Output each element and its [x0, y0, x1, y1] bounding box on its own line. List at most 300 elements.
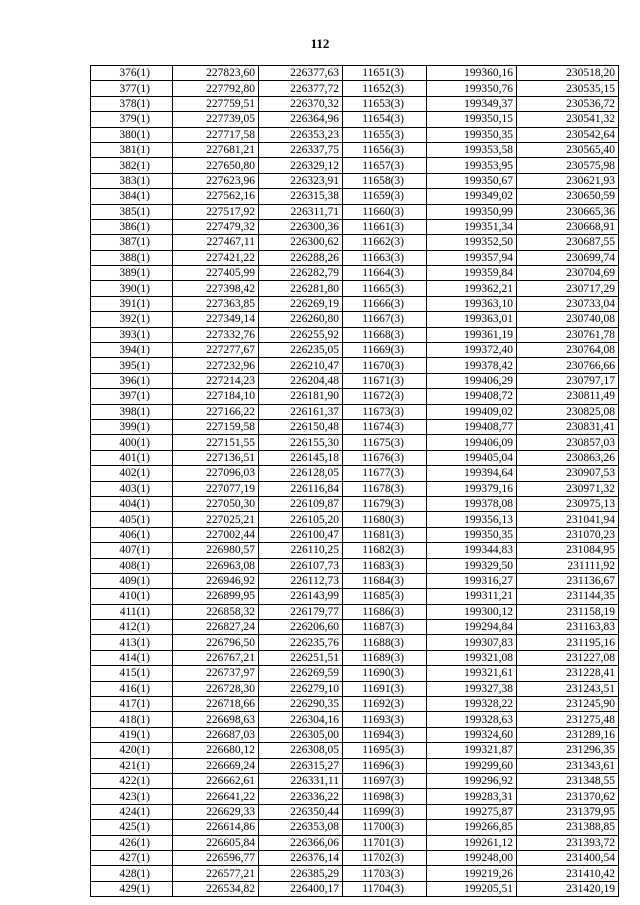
cell-y-b: 231136,67 [517, 573, 619, 588]
cell-y-a: 226150,48 [259, 419, 343, 434]
cell-x-a: 227184,10 [173, 389, 259, 404]
cell-y-a: 226100,47 [259, 527, 343, 542]
cell-y-b: 231243,51 [517, 681, 619, 696]
cell-point-id-b: 11699(3) [343, 804, 427, 819]
cell-point-id-b: 11651(3) [343, 66, 427, 81]
cell-y-a: 226385,29 [259, 866, 343, 881]
table-row [91, 466, 619, 481]
cell-y-b: 230857,03 [517, 435, 619, 450]
cell-point-id-a: 400(1) [91, 435, 173, 450]
cell-point-id-a: 403(1) [91, 481, 173, 496]
cell-x-b: 199363,01 [427, 312, 517, 327]
cell-x-b: 199219,26 [427, 866, 517, 881]
table-row [91, 481, 619, 496]
cell-point-id-a: 394(1) [91, 343, 173, 358]
cell-point-id-a: 422(1) [91, 773, 173, 788]
cell-x-a: 227739,05 [173, 112, 259, 127]
cell-point-id-a: 411(1) [91, 604, 173, 619]
cell-x-b: 199299,60 [427, 758, 517, 773]
cell-x-a: 226669,24 [173, 758, 259, 773]
cell-x-b: 199328,22 [427, 697, 517, 712]
cell-y-a: 226400,17 [259, 881, 343, 896]
cell-x-a: 226577,21 [173, 866, 259, 881]
cell-point-id-b: 11653(3) [343, 96, 427, 111]
table-row [91, 96, 619, 111]
cell-x-b: 199205,51 [427, 881, 517, 896]
cell-point-id-a: 417(1) [91, 697, 173, 712]
coordinates-table [90, 65, 619, 897]
cell-point-id-b: 11701(3) [343, 835, 427, 850]
table-row [91, 235, 619, 250]
cell-point-id-a: 401(1) [91, 450, 173, 465]
cell-y-a: 226315,38 [259, 189, 343, 204]
cell-x-a: 227159,58 [173, 419, 259, 434]
cell-y-a: 226336,22 [259, 789, 343, 804]
cell-y-a: 226206,60 [259, 620, 343, 635]
cell-x-a: 227650,80 [173, 158, 259, 173]
cell-point-id-b: 11695(3) [343, 743, 427, 758]
cell-y-b: 230542,64 [517, 127, 619, 142]
table-row [91, 681, 619, 696]
cell-x-a: 227277,67 [173, 343, 259, 358]
cell-point-id-a: 424(1) [91, 804, 173, 819]
cell-point-id-a: 407(1) [91, 543, 173, 558]
cell-point-id-b: 11676(3) [343, 450, 427, 465]
cell-y-a: 226323,91 [259, 173, 343, 188]
cell-x-a: 227479,32 [173, 219, 259, 234]
table-row [91, 496, 619, 511]
table-row [91, 327, 619, 342]
table-row [91, 697, 619, 712]
cell-y-b: 230668,91 [517, 219, 619, 234]
cell-point-id-a: 413(1) [91, 635, 173, 650]
cell-x-b: 199350,35 [427, 527, 517, 542]
cell-x-a: 226718,66 [173, 697, 259, 712]
cell-point-id-a: 392(1) [91, 312, 173, 327]
cell-y-a: 226235,76 [259, 635, 343, 650]
cell-y-a: 226305,00 [259, 727, 343, 742]
cell-x-a: 226827,24 [173, 620, 259, 635]
cell-x-a: 226899,95 [173, 589, 259, 604]
cell-y-b: 230797,17 [517, 373, 619, 388]
cell-y-b: 231111,92 [517, 558, 619, 573]
cell-x-a: 227349,14 [173, 312, 259, 327]
cell-point-id-b: 11668(3) [343, 327, 427, 342]
cell-x-b: 199321,08 [427, 650, 517, 665]
cell-x-b: 199353,95 [427, 158, 517, 173]
table-row [91, 558, 619, 573]
cell-point-id-a: 398(1) [91, 404, 173, 419]
cell-point-id-b: 11670(3) [343, 358, 427, 373]
cell-x-a: 226963,08 [173, 558, 259, 573]
cell-y-b: 231228,41 [517, 666, 619, 681]
cell-point-id-a: 420(1) [91, 743, 173, 758]
cell-y-a: 226311,71 [259, 204, 343, 219]
cell-y-a: 226364,96 [259, 112, 343, 127]
cell-y-b: 230811,49 [517, 389, 619, 404]
cell-y-a: 226290,35 [259, 697, 343, 712]
table-row [91, 835, 619, 850]
cell-y-b: 230536,72 [517, 96, 619, 111]
cell-point-id-a: 416(1) [91, 681, 173, 696]
cell-y-b: 230565,40 [517, 142, 619, 157]
cell-point-id-b: 11656(3) [343, 142, 427, 157]
cell-y-b: 230650,59 [517, 189, 619, 204]
cell-y-a: 226116,84 [259, 481, 343, 496]
cell-y-b: 231343,61 [517, 758, 619, 773]
table-row [91, 650, 619, 665]
cell-point-id-b: 11687(3) [343, 620, 427, 635]
table-row [91, 204, 619, 219]
cell-y-b: 230740,08 [517, 312, 619, 327]
cell-x-b: 199307,83 [427, 635, 517, 650]
cell-x-a: 227077,19 [173, 481, 259, 496]
cell-point-id-a: 393(1) [91, 327, 173, 342]
cell-point-id-b: 11655(3) [343, 127, 427, 142]
cell-point-id-a: 390(1) [91, 281, 173, 296]
cell-point-id-b: 11693(3) [343, 712, 427, 727]
cell-x-b: 199350,35 [427, 127, 517, 142]
cell-x-a: 226596,77 [173, 850, 259, 865]
cell-x-a: 226662,61 [173, 773, 259, 788]
cell-x-a: 227363,85 [173, 296, 259, 311]
cell-x-b: 199357,94 [427, 250, 517, 265]
cell-y-a: 226251,51 [259, 650, 343, 665]
cell-x-a: 227136,51 [173, 450, 259, 465]
cell-point-id-a: 381(1) [91, 142, 173, 157]
cell-x-a: 226737,97 [173, 666, 259, 681]
cell-point-id-b: 11684(3) [343, 573, 427, 588]
cell-y-a: 226353,23 [259, 127, 343, 142]
cell-y-b: 231195,16 [517, 635, 619, 650]
cell-point-id-b: 11678(3) [343, 481, 427, 496]
cell-point-id-b: 11688(3) [343, 635, 427, 650]
table-row [91, 620, 619, 635]
cell-x-b: 199296,92 [427, 773, 517, 788]
cell-x-a: 226687,03 [173, 727, 259, 742]
cell-y-a: 226107,73 [259, 558, 343, 573]
cell-point-id-a: 378(1) [91, 96, 173, 111]
cell-y-a: 226308,05 [259, 743, 343, 758]
cell-y-a: 226300,36 [259, 219, 343, 234]
table-row [91, 820, 619, 835]
cell-point-id-a: 376(1) [91, 66, 173, 81]
cell-x-b: 199350,67 [427, 173, 517, 188]
table-row [91, 142, 619, 157]
cell-point-id-b: 11702(3) [343, 850, 427, 865]
cell-y-b: 230541,32 [517, 112, 619, 127]
cell-point-id-b: 11677(3) [343, 466, 427, 481]
cell-point-id-b: 11691(3) [343, 681, 427, 696]
cell-y-b: 230704,69 [517, 266, 619, 281]
cell-point-id-a: 414(1) [91, 650, 173, 665]
table-row [91, 758, 619, 773]
cell-y-b: 230761,78 [517, 327, 619, 342]
cell-y-a: 226255,92 [259, 327, 343, 342]
cell-y-a: 226329,12 [259, 158, 343, 173]
cell-point-id-a: 423(1) [91, 789, 173, 804]
cell-y-b: 231388,85 [517, 820, 619, 835]
table-row [91, 112, 619, 127]
cell-x-a: 226767,21 [173, 650, 259, 665]
cell-y-b: 230825,08 [517, 404, 619, 419]
cell-y-a: 226179,77 [259, 604, 343, 619]
cell-point-id-a: 384(1) [91, 189, 173, 204]
cell-point-id-a: 391(1) [91, 296, 173, 311]
cell-point-id-b: 11685(3) [343, 589, 427, 604]
table-row [91, 881, 619, 896]
cell-x-a: 227562,16 [173, 189, 259, 204]
cell-x-a: 227151,55 [173, 435, 259, 450]
table-row [91, 127, 619, 142]
cell-x-a: 226534,82 [173, 881, 259, 896]
cell-y-a: 226145,18 [259, 450, 343, 465]
table-row [91, 804, 619, 819]
cell-x-b: 199349,02 [427, 189, 517, 204]
cell-y-b: 230518,20 [517, 66, 619, 81]
cell-y-a: 226260,80 [259, 312, 343, 327]
table-row [91, 543, 619, 558]
cell-x-a: 227025,21 [173, 512, 259, 527]
cell-y-a: 226204,48 [259, 373, 343, 388]
cell-point-id-a: 425(1) [91, 820, 173, 835]
cell-y-a: 226353,08 [259, 820, 343, 835]
table-row [91, 358, 619, 373]
cell-point-id-b: 11690(3) [343, 666, 427, 681]
cell-x-a: 227681,21 [173, 142, 259, 157]
cell-x-a: 227792,80 [173, 81, 259, 96]
cell-point-id-b: 11698(3) [343, 789, 427, 804]
cell-point-id-a: 379(1) [91, 112, 173, 127]
cell-point-id-a: 399(1) [91, 419, 173, 434]
cell-y-b: 231348,55 [517, 773, 619, 788]
cell-x-b: 199283,31 [427, 789, 517, 804]
cell-x-a: 227050,30 [173, 496, 259, 511]
cell-y-b: 230766,66 [517, 358, 619, 373]
cell-x-a: 227332,76 [173, 327, 259, 342]
cell-point-id-b: 11666(3) [343, 296, 427, 311]
cell-x-a: 226858,32 [173, 604, 259, 619]
cell-point-id-b: 11663(3) [343, 250, 427, 265]
cell-point-id-a: 409(1) [91, 573, 173, 588]
cell-point-id-a: 429(1) [91, 881, 173, 896]
table-row [91, 189, 619, 204]
cell-x-a: 226980,57 [173, 543, 259, 558]
cell-x-b: 199311,21 [427, 589, 517, 604]
cell-x-b: 199394,64 [427, 466, 517, 481]
cell-point-id-a: 382(1) [91, 158, 173, 173]
cell-x-a: 226641,22 [173, 789, 259, 804]
cell-y-a: 226281,80 [259, 281, 343, 296]
cell-y-a: 226161,37 [259, 404, 343, 419]
page-number: 112 [310, 36, 330, 51]
cell-y-a: 226376,14 [259, 850, 343, 865]
cell-point-id-a: 402(1) [91, 466, 173, 481]
cell-x-a: 226796,50 [173, 635, 259, 650]
cell-point-id-a: 386(1) [91, 219, 173, 234]
table-row [91, 404, 619, 419]
cell-x-a: 227002,44 [173, 527, 259, 542]
cell-x-a: 227405,99 [173, 266, 259, 281]
cell-x-a: 226680,12 [173, 743, 259, 758]
cell-y-a: 226155,30 [259, 435, 343, 450]
cell-point-id-a: 418(1) [91, 712, 173, 727]
table-row [91, 389, 619, 404]
cell-point-id-b: 11700(3) [343, 820, 427, 835]
cell-x-a: 226629,33 [173, 804, 259, 819]
cell-y-b: 231041,94 [517, 512, 619, 527]
cell-y-b: 230699,74 [517, 250, 619, 265]
cell-point-id-a: 419(1) [91, 727, 173, 742]
cell-y-a: 226304,16 [259, 712, 343, 727]
cell-x-b: 199321,61 [427, 666, 517, 681]
cell-x-a: 227759,51 [173, 96, 259, 111]
cell-y-b: 230665,36 [517, 204, 619, 219]
cell-x-b: 199328,63 [427, 712, 517, 727]
cell-x-b: 199408,77 [427, 419, 517, 434]
table-row [91, 712, 619, 727]
cell-y-a: 226279,10 [259, 681, 343, 696]
cell-y-b: 230975,13 [517, 496, 619, 511]
cell-y-a: 226377,63 [259, 66, 343, 81]
cell-x-b: 199409,02 [427, 404, 517, 419]
cell-x-b: 199321,87 [427, 743, 517, 758]
cell-y-b: 230717,29 [517, 281, 619, 296]
cell-x-b: 199344,83 [427, 543, 517, 558]
cell-y-a: 226210,47 [259, 358, 343, 373]
cell-x-b: 199361,19 [427, 327, 517, 342]
cell-x-b: 199275,87 [427, 804, 517, 819]
cell-point-id-a: 406(1) [91, 527, 173, 542]
cell-x-b: 199362,21 [427, 281, 517, 296]
cell-x-b: 199378,08 [427, 496, 517, 511]
cell-x-a: 227823,60 [173, 66, 259, 81]
cell-y-a: 226366,06 [259, 835, 343, 850]
cell-x-a: 227096,03 [173, 466, 259, 481]
table-row [91, 250, 619, 265]
cell-point-id-b: 11683(3) [343, 558, 427, 573]
cell-y-a: 226300,62 [259, 235, 343, 250]
cell-y-b: 230971,32 [517, 481, 619, 496]
cell-x-b: 199406,29 [427, 373, 517, 388]
cell-y-a: 226128,05 [259, 466, 343, 481]
cell-point-id-b: 11664(3) [343, 266, 427, 281]
table-row [91, 81, 619, 96]
cell-y-b: 230687,55 [517, 235, 619, 250]
cell-y-b: 231393,72 [517, 835, 619, 850]
cell-x-b: 199356,13 [427, 512, 517, 527]
table-row [91, 743, 619, 758]
cell-y-b: 230621,93 [517, 173, 619, 188]
cell-point-id-b: 11682(3) [343, 543, 427, 558]
cell-x-b: 199261,12 [427, 835, 517, 850]
cell-y-b: 231400,54 [517, 850, 619, 865]
cell-x-a: 227421,22 [173, 250, 259, 265]
cell-x-a: 227166,22 [173, 404, 259, 419]
table-row [91, 512, 619, 527]
cell-x-a: 227717,58 [173, 127, 259, 142]
cell-y-a: 226269,59 [259, 666, 343, 681]
cell-y-b: 231296,35 [517, 743, 619, 758]
cell-x-b: 199349,37 [427, 96, 517, 111]
cell-y-a: 226315,27 [259, 758, 343, 773]
cell-x-b: 199329,50 [427, 558, 517, 573]
table-row [91, 158, 619, 173]
cell-x-b: 199350,15 [427, 112, 517, 127]
cell-point-id-b: 11704(3) [343, 881, 427, 896]
table-row [91, 419, 619, 434]
cell-y-b: 231379,95 [517, 804, 619, 819]
cell-point-id-b: 11658(3) [343, 173, 427, 188]
cell-y-b: 230733,04 [517, 296, 619, 311]
coordinates-table-body [91, 66, 619, 897]
cell-point-id-b: 11660(3) [343, 204, 427, 219]
table-row [91, 866, 619, 881]
cell-y-a: 226370,32 [259, 96, 343, 111]
cell-x-b: 199406,09 [427, 435, 517, 450]
cell-y-a: 226350,44 [259, 804, 343, 819]
cell-x-b: 199360,16 [427, 66, 517, 81]
cell-x-b: 199316,27 [427, 573, 517, 588]
table-row [91, 635, 619, 650]
table-row [91, 219, 619, 234]
cell-point-id-a: 427(1) [91, 850, 173, 865]
cell-x-b: 199324,60 [427, 727, 517, 742]
cell-y-a: 226331,11 [259, 773, 343, 788]
cell-point-id-b: 11694(3) [343, 727, 427, 742]
cell-x-a: 226728,30 [173, 681, 259, 696]
cell-y-b: 230575,98 [517, 158, 619, 173]
table-row [91, 343, 619, 358]
cell-y-b: 231163,83 [517, 620, 619, 635]
cell-y-b: 231420,19 [517, 881, 619, 896]
cell-point-id-b: 11679(3) [343, 496, 427, 511]
cell-point-id-b: 11692(3) [343, 697, 427, 712]
cell-point-id-b: 11667(3) [343, 312, 427, 327]
cell-y-b: 231084,95 [517, 543, 619, 558]
cell-point-id-a: 377(1) [91, 81, 173, 96]
table-row [91, 435, 619, 450]
cell-x-b: 199327,38 [427, 681, 517, 696]
cell-x-b: 199379,16 [427, 481, 517, 496]
cell-x-b: 199353,58 [427, 142, 517, 157]
table-row [91, 573, 619, 588]
cell-point-id-a: 383(1) [91, 173, 173, 188]
cell-point-id-a: 412(1) [91, 620, 173, 635]
cell-y-b: 230863,26 [517, 450, 619, 465]
cell-x-b: 199372,40 [427, 343, 517, 358]
cell-point-id-b: 11657(3) [343, 158, 427, 173]
cell-point-id-b: 11672(3) [343, 389, 427, 404]
cell-y-b: 231370,62 [517, 789, 619, 804]
cell-x-a: 227467,11 [173, 235, 259, 250]
cell-point-id-b: 11662(3) [343, 235, 427, 250]
cell-y-b: 230535,15 [517, 81, 619, 96]
cell-y-a: 226112,73 [259, 573, 343, 588]
cell-point-id-b: 11671(3) [343, 373, 427, 388]
cell-y-a: 226110,25 [259, 543, 343, 558]
cell-x-a: 227232,96 [173, 358, 259, 373]
cell-y-b: 230764,08 [517, 343, 619, 358]
cell-point-id-a: 415(1) [91, 666, 173, 681]
cell-x-a: 226614,86 [173, 820, 259, 835]
cell-point-id-a: 397(1) [91, 389, 173, 404]
cell-x-b: 199350,76 [427, 81, 517, 96]
cell-y-a: 226377,72 [259, 81, 343, 96]
cell-point-id-b: 11659(3) [343, 189, 427, 204]
cell-point-id-b: 11652(3) [343, 81, 427, 96]
cell-x-b: 199363,10 [427, 296, 517, 311]
